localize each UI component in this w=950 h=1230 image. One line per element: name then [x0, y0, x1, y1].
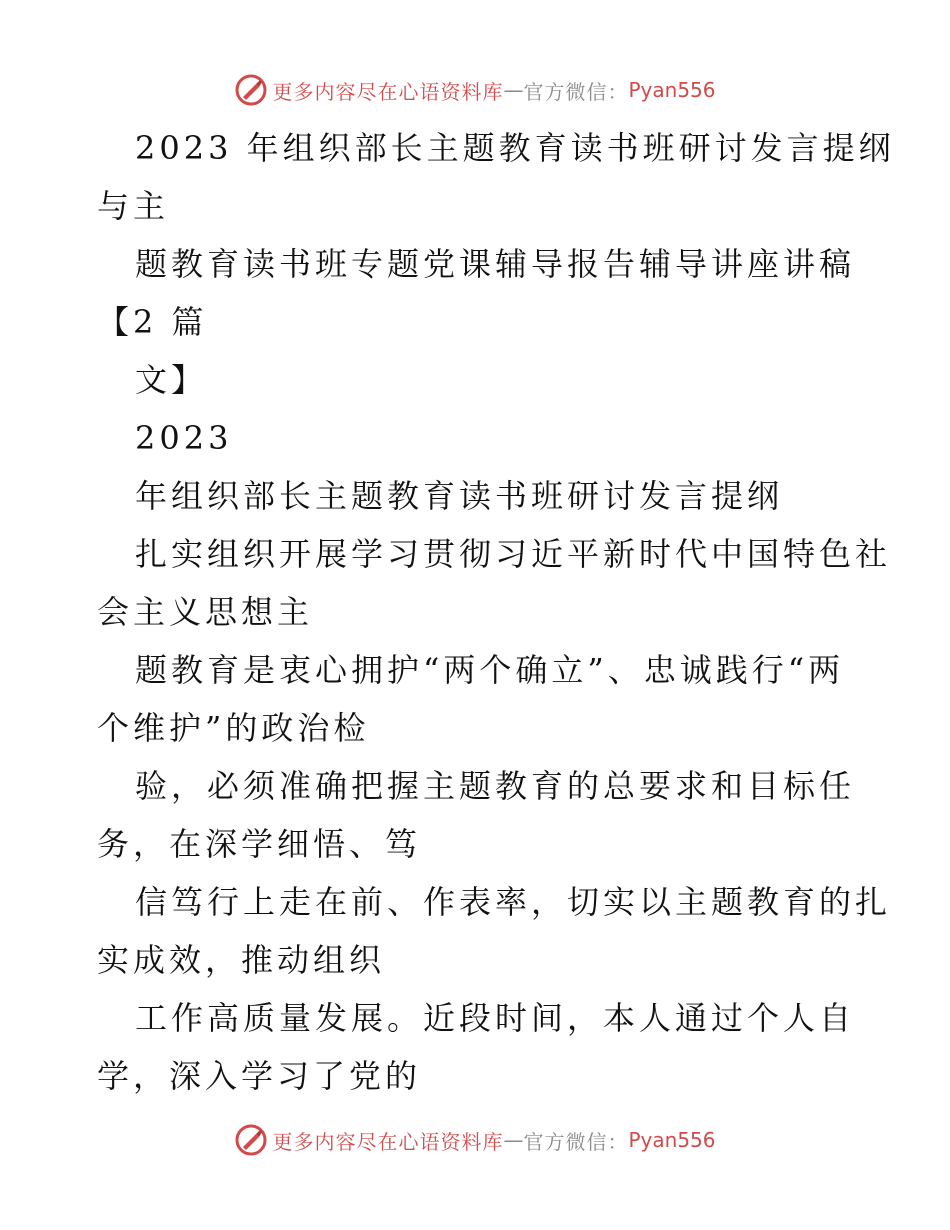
watermark-label: 官方微信： [523, 79, 629, 104]
paragraph-line: 会主义思想主 [97, 593, 314, 631]
title-line-4: 【2 篇 [97, 303, 208, 341]
watermark-site: 更多内容尽在心语资料库 [272, 1129, 504, 1154]
seal-logo-icon [234, 73, 268, 107]
watermark-id: Pyan556 [628, 78, 716, 102]
footer-watermark [0, 1120, 950, 1160]
seal-logo-icon [234, 1123, 268, 1157]
paragraph-line: 信笃行上走在前、作表率，切实以主题教育的扎 [135, 883, 892, 921]
title-line-2: 与主 [97, 187, 170, 225]
title-line-3: 题教育读书班专题党课辅导报告辅导讲座讲稿 [135, 245, 856, 283]
paragraph-line: 验，必须准确把握主题教育的总要求和目标任 [135, 767, 856, 805]
paragraph-line: 题教育是衷心拥护“两个确立”、忠诚践行“两 [135, 651, 845, 689]
title-line-5: 文】 [135, 361, 208, 399]
subtitle-title: 年组织部长主题教育读书班研讨发言提纲 [135, 477, 784, 515]
watermark-label: 官方微信： [523, 1129, 629, 1154]
paragraph-line: 工作高质量发展。近段时间，本人通过个人自 [135, 999, 856, 1037]
header-watermark [0, 70, 950, 110]
subtitle-year: 2023 [135, 419, 233, 457]
watermark-id: Pyan556 [628, 1128, 716, 1152]
watermark-site: 更多内容尽在心语资料库 [272, 79, 504, 104]
paragraph-line: 扎实组织开展学习贯彻习近平新时代中国特色社 [135, 535, 892, 573]
watermark-dash: — [503, 1128, 524, 1152]
paragraph-line: 学，深入学习了党的 [97, 1057, 422, 1095]
paragraph-line: 个维护”的政治检 [97, 709, 370, 747]
paragraph-line: 实成效，推动组织 [97, 941, 386, 979]
paragraph-line: 务，在深学细悟、笃 [97, 825, 422, 863]
title-line-1: 2023 年组织部长主题教育读书班研讨发言提纲 [135, 129, 895, 167]
watermark-dash: — [503, 78, 524, 102]
